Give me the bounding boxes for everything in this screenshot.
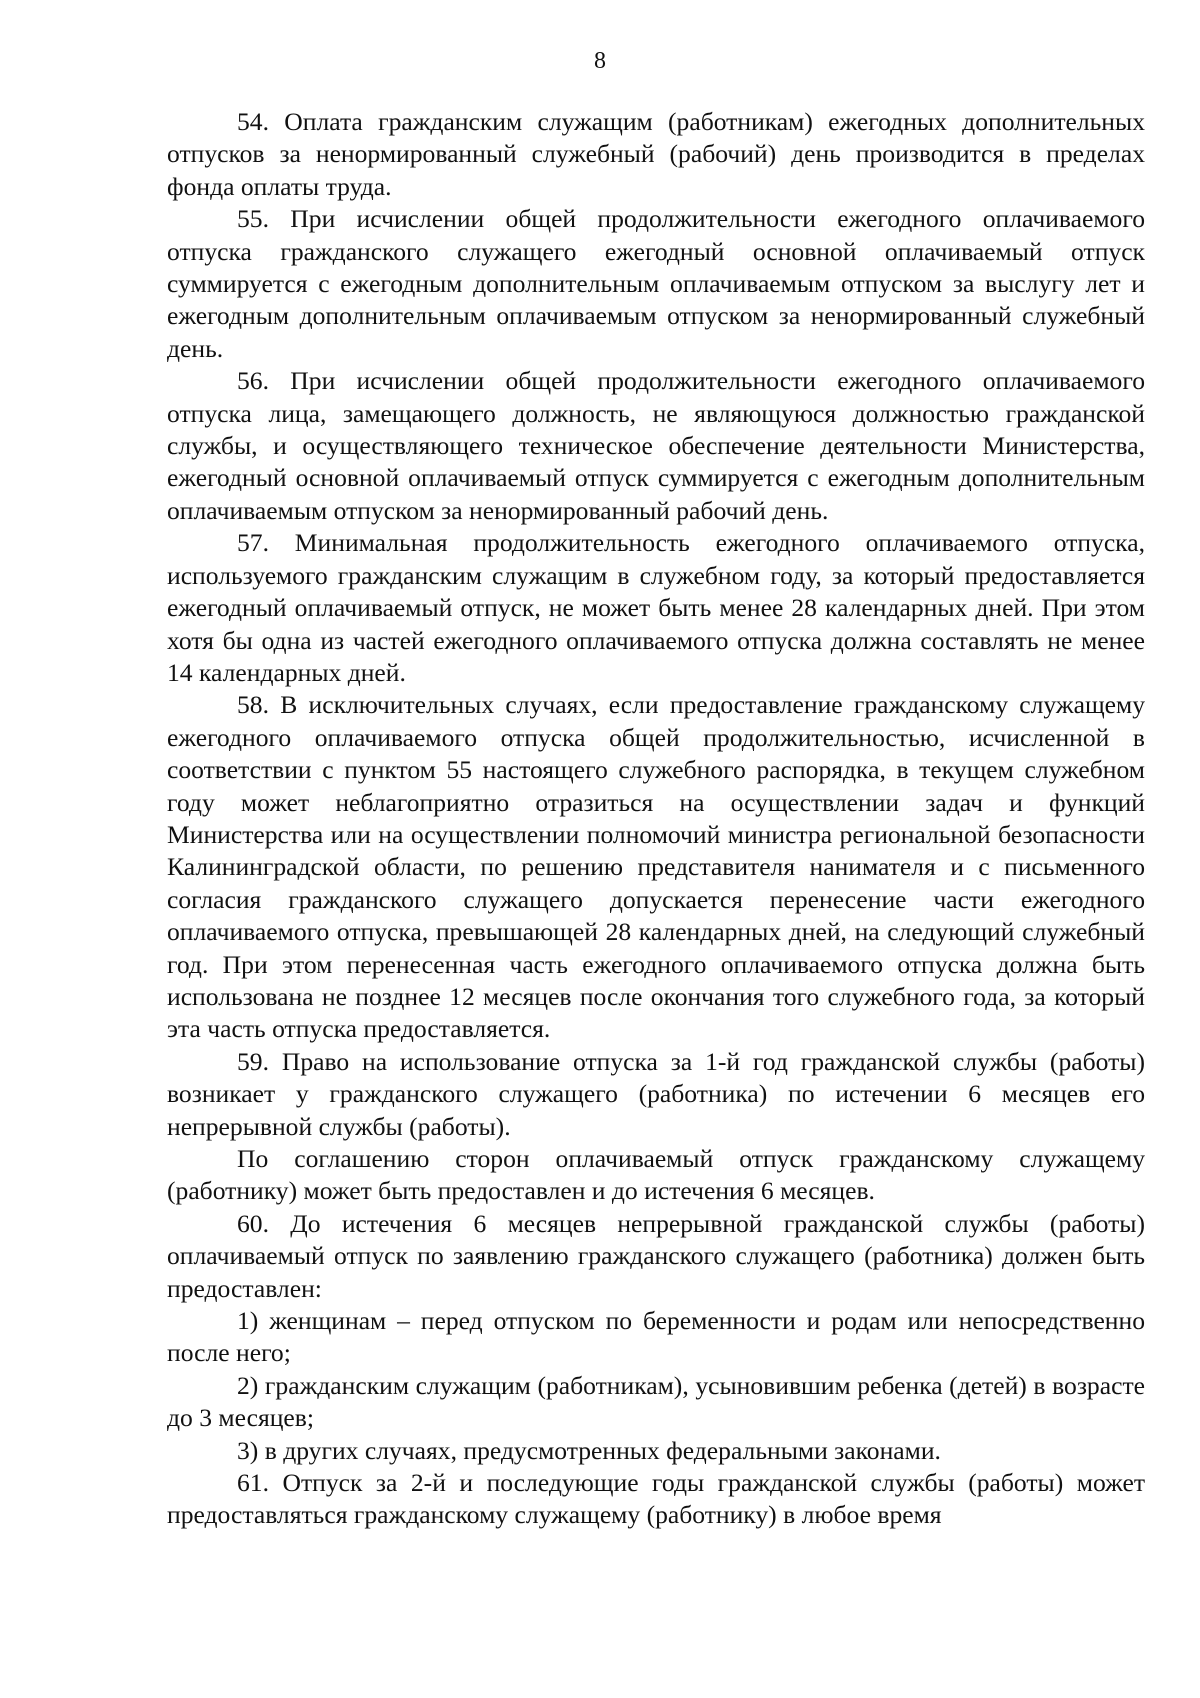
paragraph-58: 58. В исключительных случаях, если предоставление гражданскому служащему ежегодного оплачиваемого отпуска общей продолжительностью, исчисленной в соответствии с пунктом 55 настоящего служебного распорядка, в текущем служебном году может неблагоприятно отразиться на осуществлении задач и функций Министерства или на осуществлении полномочий министра региональной безопасности Калининградской области, по решению представителя нанимателя и с письменного согласия гражданского служащего допускается перенесение части ежегодного оплачиваемого отпуска, превышающей 28 календарных дней, на следующий служебный год. При этом перенесенная часть ежегодного оплачиваемого отпуска должна быть использована не позднее 12 месяцев после окончания того служебного года, за который эта часть отпуска предоставляется. [167, 690, 1145, 1044]
paragraph-56: 56. При исчислении общей продолжительности ежегодного оплачиваемого отпуска лица, замещающего должность, не являющуюся должностью гражданской службы, и осуществляющего техническое обеспечение деятельности Министерства, ежегодный основной оплачиваемый отпуск суммируется с ежегодным дополнительным оплачиваемым отпуском за ненормированный рабочий день. [167, 366, 1145, 525]
list-item-1: 1) женщинам – перед отпуском по беременности и родам или непосредственно после него; [167, 1306, 1145, 1368]
paragraph-54: 54. Оплата гражданским служащим (работникам) ежегодных дополнительных отпусков за ненормированный служебный (рабочий) день производится в пределах фонда оплаты труда. [167, 107, 1145, 201]
paragraph-59: 59. Право на использование отпуска за 1-й год гражданской службы (работы) возникает у гражданского служащего (работника) по истечении 6 месяцев его непрерывной службы (работы). [167, 1046, 1145, 1141]
list-item-3: 3) в других случаях, предусмотренных федеральными законами. [237, 1435, 941, 1465]
paragraph-59-agreement: По соглашению сторон оплачиваемый отпуск гражданскому служащему (работнику) может быть предоставлен и до истечения 6 месяцев. [167, 1144, 1145, 1206]
paragraph-61: 61. Отпуск за 2-й и последующие годы гражданской службы (работы) может предоставляться гражданскому служащему (работнику) в любое время [167, 1468, 1145, 1530]
paragraph-57: 57. Минимальная продолжительность ежегодного оплачиваемого отпуска, используемого гражданским служащим в служебном году, за который предоставляется ежегодный оплачиваемый отпуск, не может быть менее 28 календарных дней. При этом хотя бы одна из частей ежегодного оплачиваемого отпуска должна составлять не менее 14 календарных дней. [167, 528, 1145, 687]
paragraph-55: 55. При исчислении общей продолжительности ежегодного оплачиваемого отпуска гражданского служащего ежегодный основной оплачиваемый отпуск суммируется с ежегодным дополнительным оплачиваемым отпуском за выслугу лет и ежегодным дополнительным оплачиваемым отпуском за ненормированный служебный день. [167, 204, 1145, 363]
paragraph-60: 60. До истечения 6 месяцев непрерывной гражданской службы (работы) оплачиваемый отпуск по заявлению гражданского служащего (работника) должен быть предоставлен: [167, 1208, 1145, 1303]
document-body [167, 106, 1145, 1532]
page-number: 8 [594, 48, 606, 74]
list-item-2: 2) гражданским служащим (работникам), усыновившим ребенка (детей) в возрасте до 3 месяцев; [167, 1370, 1145, 1433]
